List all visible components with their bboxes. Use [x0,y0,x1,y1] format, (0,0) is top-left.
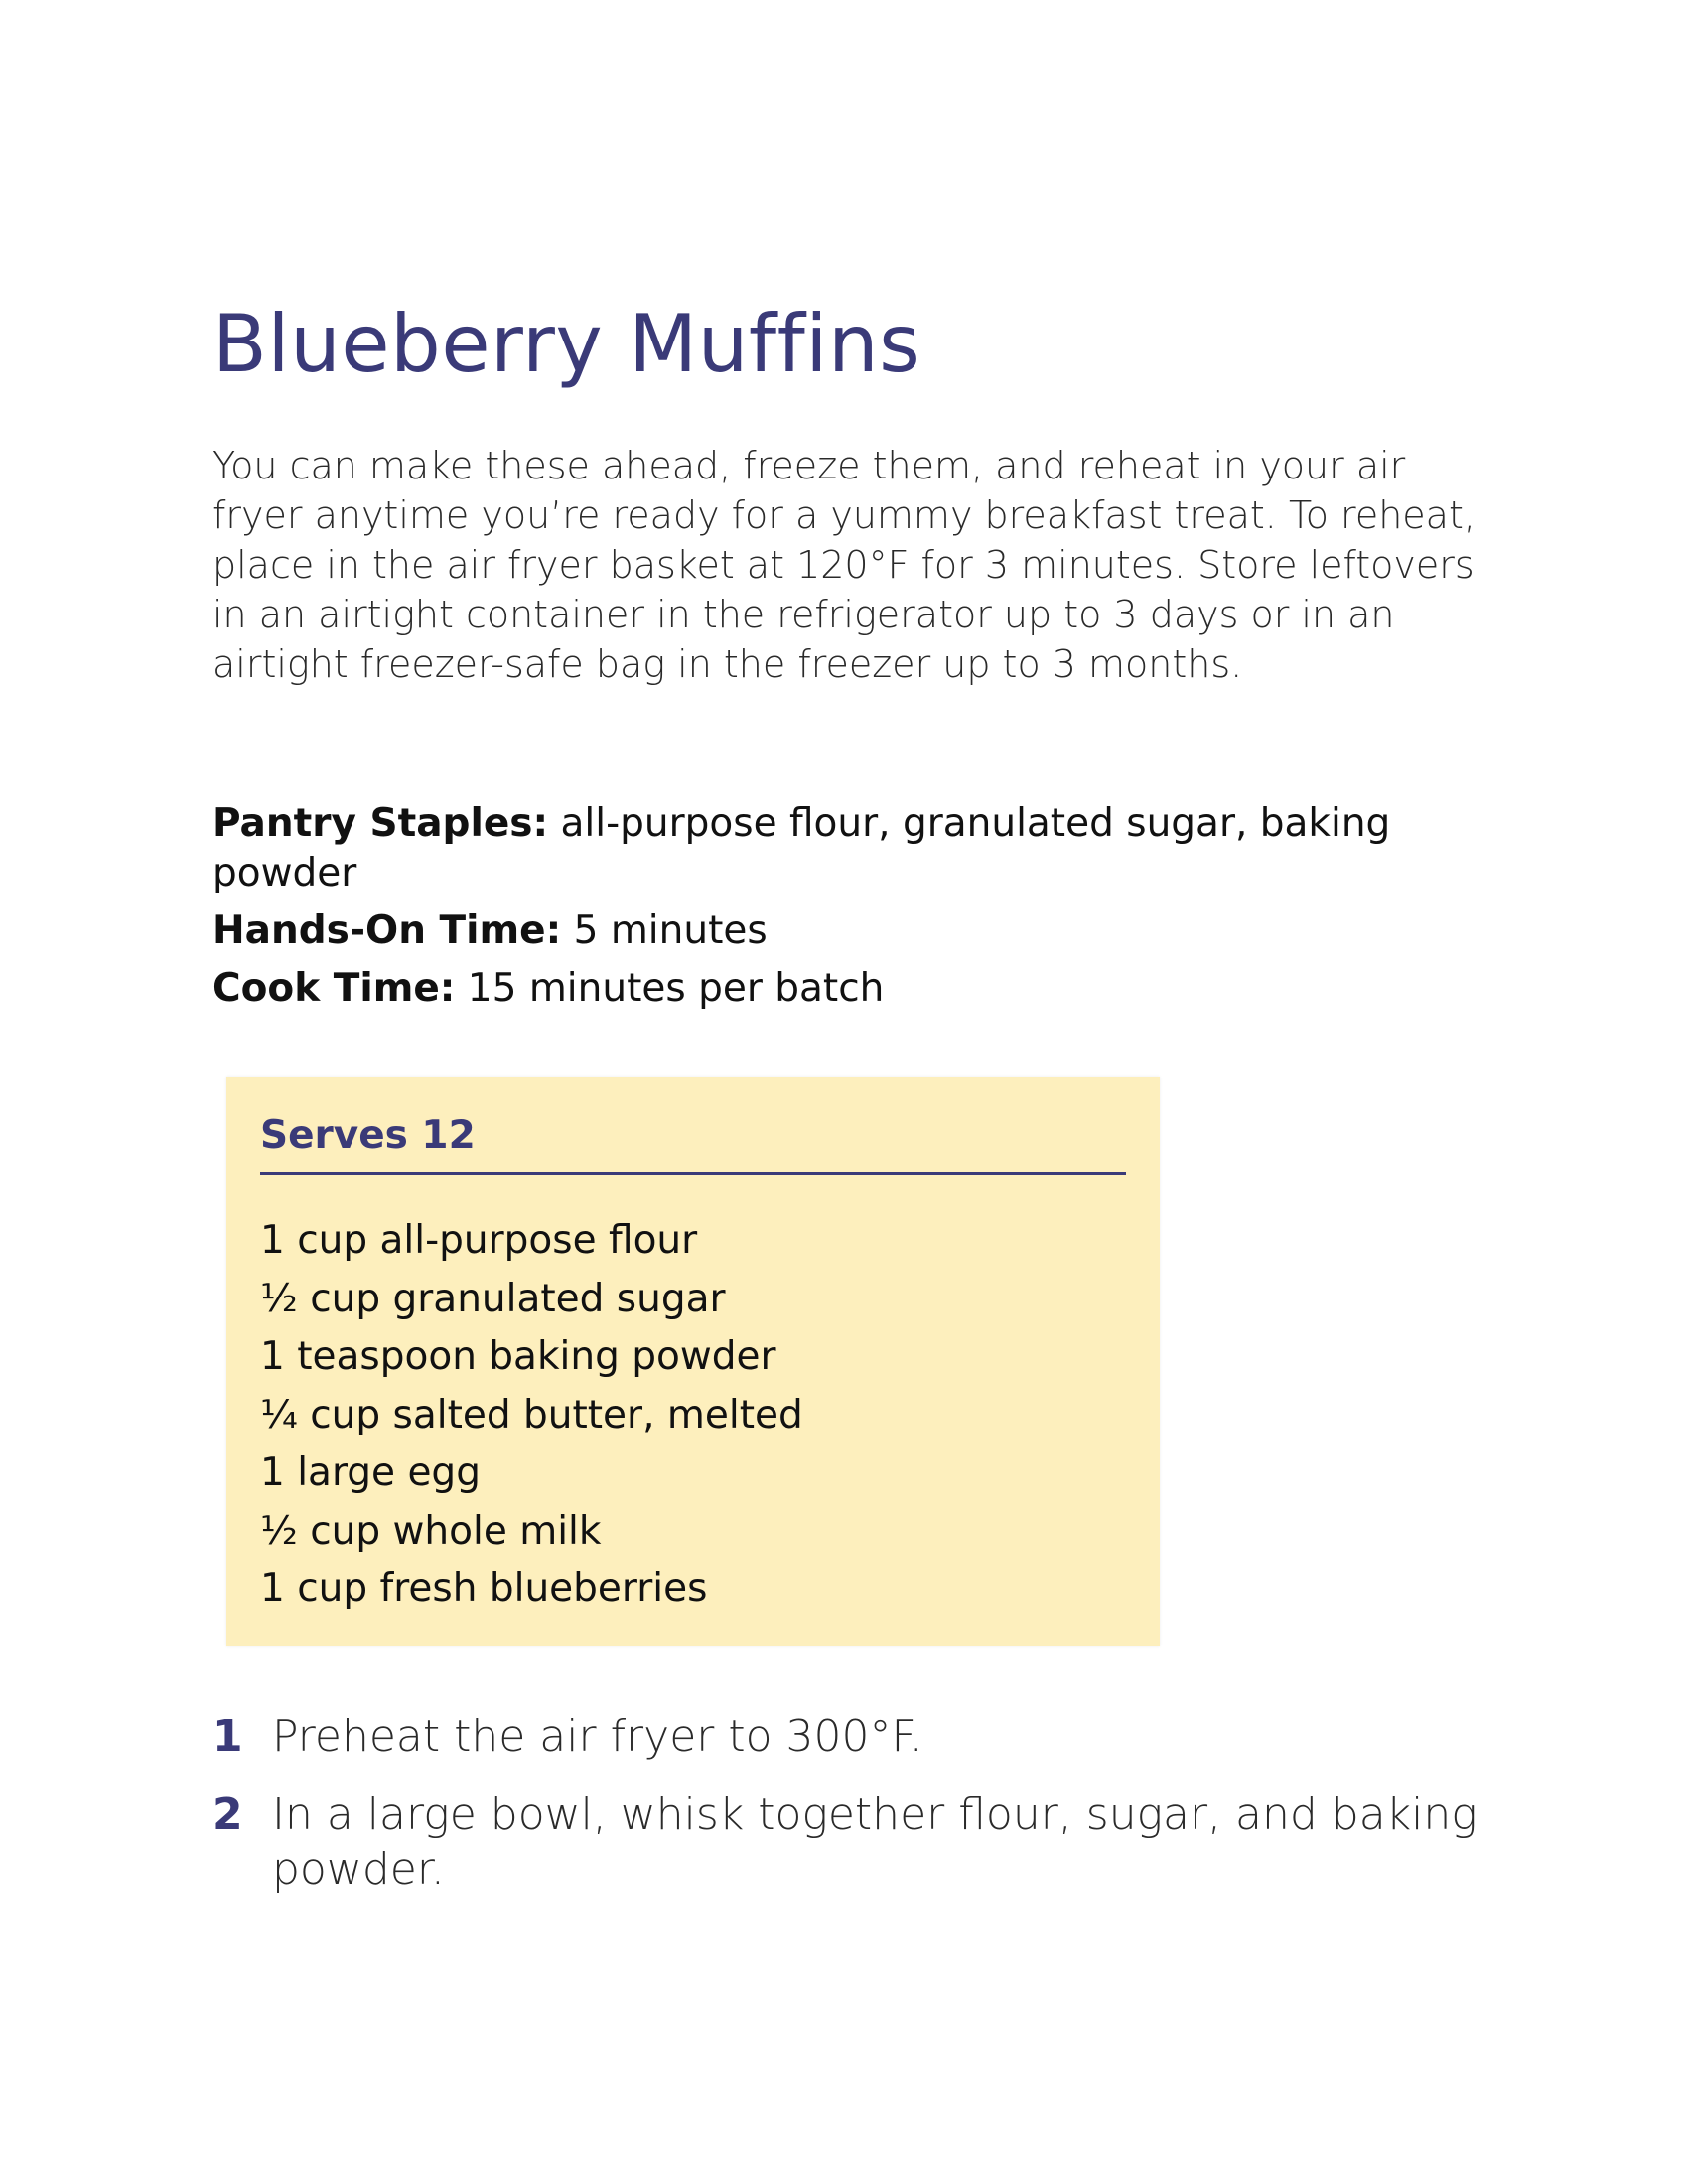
instruction-steps [212,1709,1493,1920]
ingredient-item: 1 teaspoon baking powder [260,1334,776,1379]
meta-label: Pantry Staples: [212,801,549,846]
recipe-intro: You can make these ahead, freeze them, and reheat in your air fryer anytime you’re ready for a yummy breakfast treat. To reheat, place in the air fryer basket at 120°F for 3 minutes. Store leftovers in an airtight container in the refrigerator up to 3 days or in an airtight freezer-safe bag in the freezer up to 3 months. [212,444,1476,686]
recipe-meta [212,799,1483,1022]
step-text: Preheat the air fryer to 300°F. [272,1711,923,1762]
meta-label: Cook Time: [212,966,456,1011]
ingredient-item: ½ cup whole milk [260,1508,602,1554]
ingredient-item: ¼ cup salted butter, melted [260,1392,803,1437]
meta-value: 15 minutes per batch [467,966,885,1011]
serves-heading: Serves 12 [260,1113,476,1158]
ingredient-item: 1 large egg [260,1450,481,1495]
step-item [212,1787,1493,1898]
heading-divider [260,1172,1126,1175]
meta-cook-time [212,964,1483,1014]
step-number: 2 [212,1789,243,1840]
meta-value: 5 minutes [573,908,768,953]
ingredient-item: 1 cup all-purpose flour [260,1218,698,1263]
recipe-title: Blueberry Muffins [212,298,921,390]
step-text: In a large bowl, whisk together flour, sugar, and baking powder. [272,1789,1477,1895]
ingredient-item: ½ cup granulated sugar [260,1276,726,1321]
meta-value: all-purpose flour, granulated sugar, baking powder [212,801,1391,895]
ingredients-box [226,1077,1160,1646]
ingredients-list [260,1212,803,1619]
step-item [212,1709,1493,1765]
meta-pantry-staples [212,799,1483,898]
meta-label: Hands-On Time: [212,908,562,953]
ingredient-item: 1 cup fresh blueberries [260,1567,708,1611]
step-number: 1 [212,1711,243,1762]
meta-hands-on-time [212,906,1483,956]
